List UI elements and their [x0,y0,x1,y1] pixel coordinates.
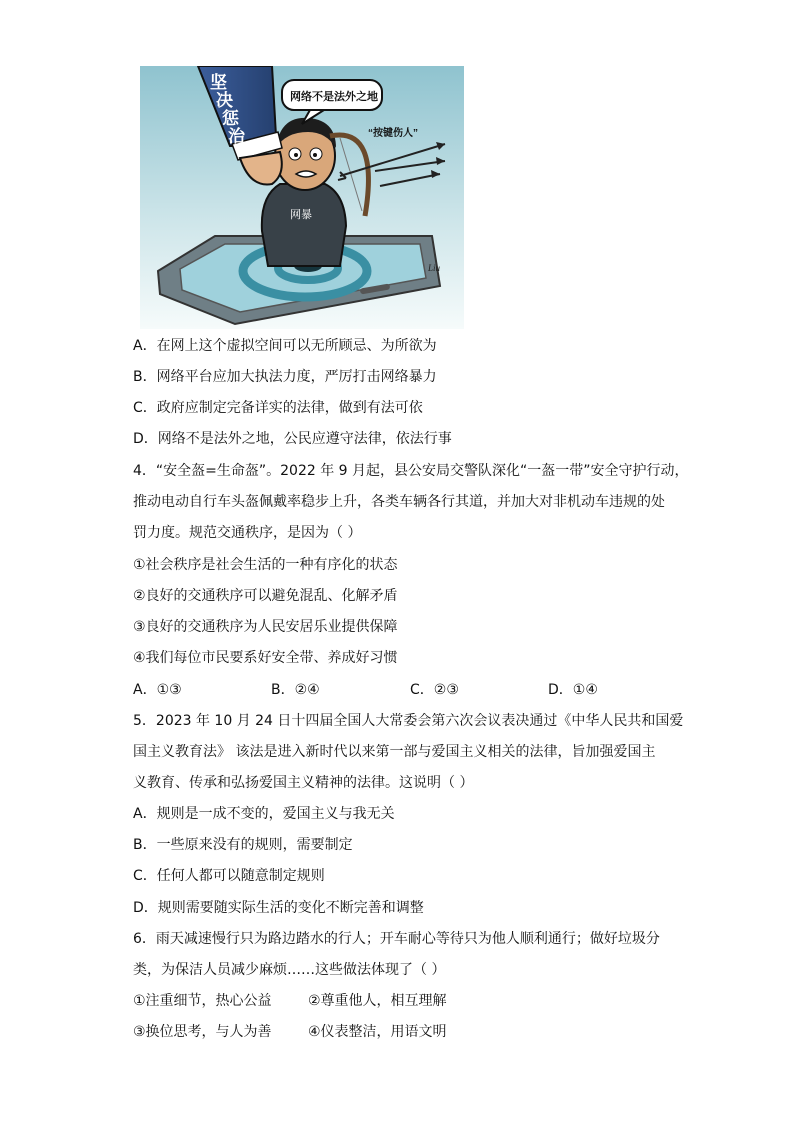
arrow-label: “按键伤人” [368,128,418,139]
q4-choice-a: A．①③ [133,682,182,698]
q4-statement-4: ④我们每位市民要系好安全带、养成好习惯 [133,650,398,666]
q4-choices [133,680,693,700]
q6-statement-1: ①注重细节，热心公益 [133,993,272,1009]
q5-option-d: D．规则需要随实际生活的变化不断完善和调整 [133,900,424,916]
shirt-text: 网暴 [290,209,312,221]
cartoon-illustration [140,66,464,329]
q4-statement-1: ①社会秩序是社会生活的一种有序化的状态 [133,557,398,573]
q5-option-a: A．规则是一成不变的，爱国主义与我无关 [133,806,395,822]
q4-stem-line-3: 罚力度。规范交通秩序，是因为（ ） [133,525,362,541]
q6-stem-line-1: 6．雨天减速慢行只为路边踏水的行人；开车耐心等待只为他人顺利通行；做好垃圾分 [133,931,660,947]
q3-option-b: B．网络平台应加大执法力度，严厉打击网络暴力 [133,369,437,385]
q5-stem-line-3: 义教育、传承和弘扬爱国主义精神的法律。这说明（ ） [133,775,474,791]
q4-choice-b: B．②④ [271,682,320,698]
sleeve-char-1: 坚 [210,73,227,92]
q5-option-b: B．一些原来没有的规则，需要制定 [133,837,353,853]
q3-option-d: D．网络不是法外之地，公民应遵守法律，依法行事 [133,431,452,447]
q3-option-a: A．在网上这个虚拟空间可以无所顾忌、为所欲为 [133,338,437,354]
q5-option-c: C．任何人都可以随意制定规则 [133,868,325,884]
q6-statement-2: ②尊重他人，相互理解 [308,993,447,1009]
q6-stem-line-2: 类，为保洁人员减少麻烦……这些做法体现了（ ） [133,962,446,978]
q4-statement-2: ②良好的交通秩序可以避免混乱、化解矛盾 [133,588,398,604]
q6-statement-3: ③换位思考，与人为善 [133,1024,272,1040]
q4-statement-3: ③良好的交通秩序为人民安居乐业提供保障 [133,619,398,635]
q5-stem-line-2: 国主义教育法》 该法是进入新时代以来第一部与爱国主义相关的法律，旨加强爱国主 [133,744,656,760]
speech-bubble-text: 网络不是法外之地 [290,91,378,103]
q6-statement-4: ④仪表整洁，用语文明 [308,1024,447,1040]
q4-stem-line-1: 4．“安全盔=生命盔”。2022 年 9 月起，县公安局交警队深化“一盔一带”安全守护行动， [133,463,689,479]
q4-choice-c: C．②③ [410,682,459,698]
sleeve-char-3: 惩 [222,109,239,128]
sleeve-char-4: 治 [228,127,245,146]
q4-choice-d: D．①④ [548,682,598,698]
q3-option-c: C．政府应制定完备详实的法律，做到有法可依 [133,400,423,416]
q4-stem-line-2: 推动电动自行车头盔佩戴率稳步上升，各类车辆各行其道，并加大对非机动车违规的处 [133,494,665,510]
sleeve-char-2: 决 [216,91,233,110]
q5-stem-line-1: 5．2023 年 10 月 24 日十四届全国人大常委会第六次会议表决通过《中华人民共和国爱 [133,713,684,729]
artist-signature: Liu [428,263,441,273]
